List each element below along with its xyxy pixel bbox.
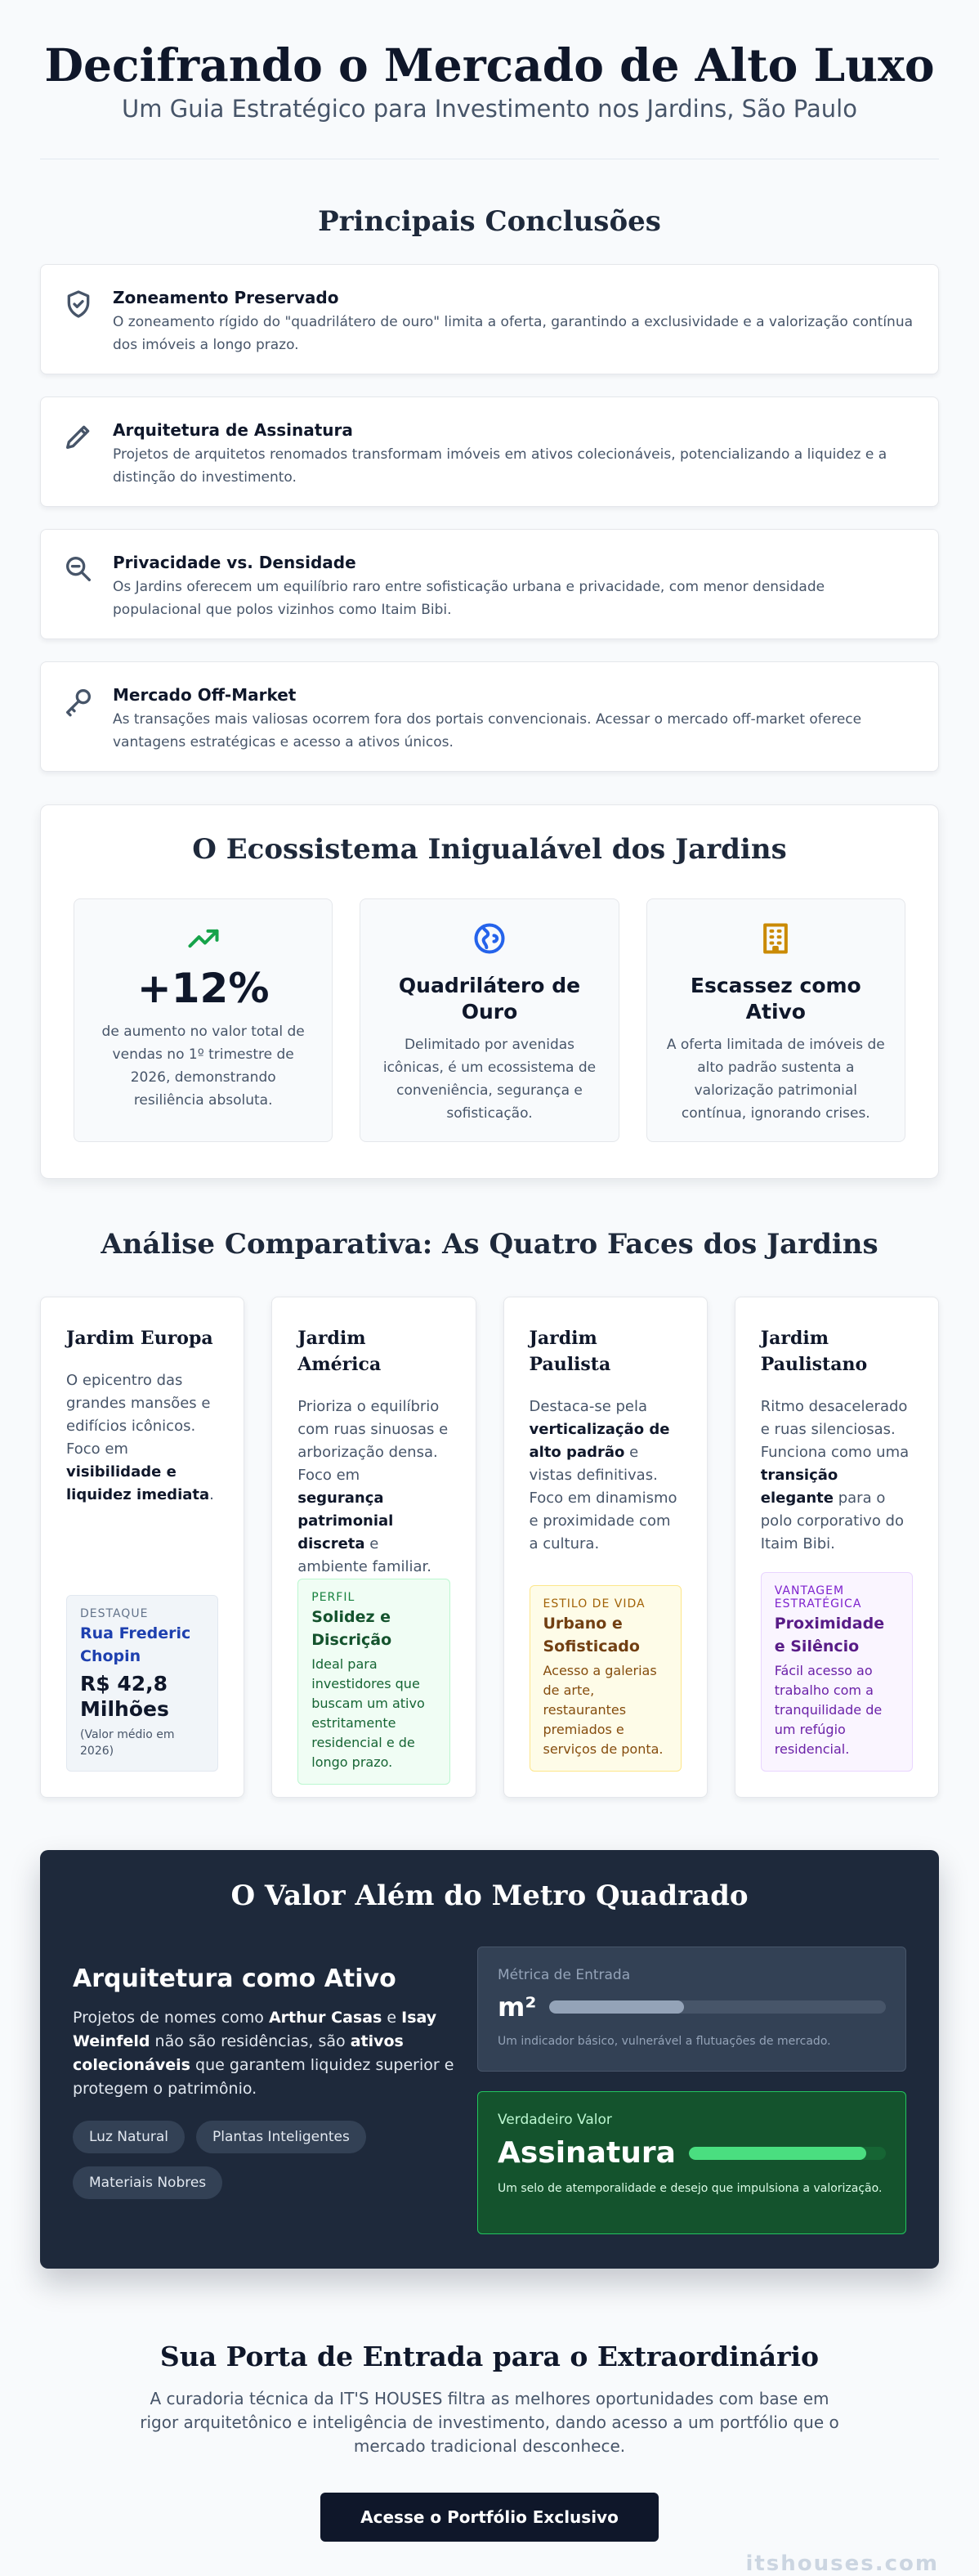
metric-value: Assinatura <box>498 2136 676 2170</box>
true-value-bar-fill <box>689 2147 866 2160</box>
tag-smart-plans: Plantas Inteligentes <box>196 2121 366 2153</box>
tag-noble-materials: Materiais Nobres <box>73 2166 222 2199</box>
entry-metric-bar <box>549 2000 886 2014</box>
entry-metric-card <box>477 1947 906 2072</box>
page-title: Decifrando o Mercado de Alto Luxo <box>44 38 935 92</box>
highlight-box <box>66 1595 218 1772</box>
neighborhood-card-paulistano <box>735 1297 939 1798</box>
profile-label: PERFIL <box>311 1591 355 1604</box>
page-subtitle: Um Guia Estratégico para Investimento nos Jardins, São Paulo <box>122 95 857 123</box>
metric-note: Um indicador básico, vulnerável a flutuações de mercado. <box>498 2035 831 2048</box>
metric-note: Um selo de atemporalidade e desejo que impulsiona a valorização. <box>498 2182 883 2195</box>
search-minus-icon <box>62 553 95 638</box>
metric-label: Verdadeiro Valor <box>498 2112 612 2128</box>
conclusion-title: Arquitetura de Assinatura <box>113 420 353 440</box>
profile-text: Ideal para investidores que buscam um ativo estritamente residencial e de longo prazo. <box>311 1656 425 1770</box>
lifestyle-label: ESTILO DE VIDA <box>543 1597 646 1611</box>
conclusion-title: Zoneamento Preservado <box>113 288 339 307</box>
lifestyle-text: Acesso a galerias de arte, restaurantes premiados e serviços de ponta. <box>543 1663 664 1757</box>
neighborhood-name: Jardim América <box>297 1328 382 1375</box>
globe-icon <box>472 921 507 956</box>
value-section <box>40 1850 939 2269</box>
architecture-text: Projetos de nomes como Arthur Casas e Isay Weinfeld não são residências, são ativos colecionáveis que garantem liquidez superior e protegem o patrimônio. <box>73 2009 454 2098</box>
profile-title: Solidez e Discrição <box>311 1608 392 1649</box>
highlight-title: Rua Frederic Chopin <box>80 1624 191 1665</box>
neighborhood-description: Destaca-se pela verticalização de alto padrão e vistas definitivas. Foco em dinamismo e proximidade com a cultura. <box>529 1398 677 1552</box>
advantage-box <box>761 1572 913 1772</box>
cta-title: Sua Porta de Entrada para o Extraordinário <box>159 2341 820 2372</box>
conclusion-text: Os Jardins oferecem um equilíbrio raro entre sofisticação urbana e privacidade, com menor densidade populacional que polos vizinhos como Itaim Bibi. <box>113 579 825 618</box>
highlight-note: (Valor médio em 2026) <box>80 1728 175 1758</box>
conclusions-list <box>0 264 979 772</box>
conclusion-card-zoning <box>40 264 939 374</box>
ecosystem-card-growth <box>74 898 333 1142</box>
conclusion-card-privacy <box>40 529 939 639</box>
ecosystem-card-title: Escassez como Ativo <box>690 974 861 1024</box>
page-header <box>0 0 979 123</box>
trending-up-icon <box>186 921 221 956</box>
ecosystem-card-title: Quadrilátero de Ouro <box>398 974 581 1024</box>
ecosystem-card-quadrilateral <box>360 898 619 1142</box>
ecosystem-card-scarcity <box>646 898 905 1142</box>
neighborhood-name: Jardim Paulistano <box>760 1328 868 1375</box>
advantage-label: VANTAGEM ESTRATÉGICA <box>774 1584 862 1611</box>
ecosystem-card-text: A oferta limitada de imóveis de alto padrão sustenta a valorização patrimonial contínua, ignorando crises. <box>666 1037 885 1122</box>
conclusion-text: O zoneamento rígido do "quadrilátero de ouro" limita a oferta, garantindo a exclusividade e a valorização contínua dos imóveis a longo prazo. <box>113 314 914 353</box>
ecosystem-section <box>40 804 939 1179</box>
conclusion-title: Privacidade vs. Densidade <box>113 553 356 572</box>
lifestyle-box <box>530 1585 682 1772</box>
shield-check-icon <box>62 288 95 374</box>
highlight-label: DESTAQUE <box>80 1607 149 1620</box>
comparison-title: Análise Comparativa: As Quatro Faces dos Jardins <box>101 1228 878 1261</box>
neighborhood-name: Jardim Paulista <box>529 1328 611 1375</box>
tag-natural-light: Luz Natural <box>73 2121 185 2153</box>
portfolio-button[interactable]: Acesse o Portfólio Exclusivo <box>320 2493 659 2542</box>
conclusion-card-off-market <box>40 661 939 772</box>
ecosystem-card-text: Delimitado por avenidas icônicas, é um ecossistema de conveniência, segurança e sofisticação. <box>382 1037 597 1122</box>
neighborhood-card-europa <box>40 1297 244 1798</box>
ecosystem-stat: +12% <box>136 965 270 1012</box>
neighborhood-card-paulista <box>503 1297 708 1798</box>
ecosystem-title: O Ecossistema Inigualável dos Jardins <box>192 833 787 866</box>
site-watermark: itshouses.com <box>745 2551 939 2576</box>
conclusions-title: Principais Conclusões <box>318 205 661 238</box>
conclusion-card-architecture <box>40 396 939 507</box>
metric-value: m² <box>498 1991 537 2023</box>
key-icon <box>62 685 95 771</box>
value-title: O Valor Além do Metro Quadrado <box>230 1879 749 1912</box>
conclusion-text: As transações mais valiosas ocorrem fora dos portais convencionais. Acessar o mercado off-market oferece vantagens estratégicas e acesso a ativos únicos. <box>113 711 862 750</box>
cta-text: A curadoria técnica da IT'S HOUSES filtra as melhores oportunidades com base em rigor arquitetônico e inteligência de investimento, dando acesso a um portfólio que o mercado tradicional desconhece. <box>140 2389 839 2456</box>
neighborhood-name: Jardim Europa <box>66 1328 213 1349</box>
neighborhood-card-america <box>271 1297 476 1798</box>
advantage-text: Fácil acesso ao trabalho com a tranquilidade de um refúgio residencial. <box>774 1663 883 1757</box>
entry-metric-bar-fill <box>549 2000 684 2014</box>
architecture-title: Arquitetura como Ativo <box>73 1964 396 1993</box>
conclusion-title: Mercado Off-Market <box>113 685 297 705</box>
true-value-card <box>477 2091 906 2234</box>
profile-box <box>297 1579 449 1785</box>
conclusion-text: Projetos de arquitetos renomados transformam imóveis em ativos colecionáveis, potencializando a liquidez e a distinção do investimento. <box>113 446 887 486</box>
neighborhood-description: Prioriza o equilíbrio com ruas sinuosas e arborização densa. Foco em segurança patrimonial discreta e ambiente familiar. <box>297 1398 449 1575</box>
highlight-value: R$ 42,8 Milhões <box>80 1672 169 1721</box>
metric-label: Métrica de Entrada <box>498 1967 631 1983</box>
neighborhood-description: O epicentro das grandes mansões e edifícios icônicos. Foco em visibilidade e liquidez imediata. <box>66 1372 214 1503</box>
building-icon <box>758 921 793 956</box>
feature-tags <box>73 2121 400 2199</box>
ecosystem-card-text: de aumento no valor total de vendas no 1º trimestre de 2026, demonstrando resiliência absoluta. <box>101 1024 305 1109</box>
lifestyle-title: Urbano e Sofisticado <box>543 1615 640 1655</box>
neighborhood-description: Ritmo desacelerado e ruas silenciosas. Funciona como uma transição elegante para o polo corporativo do Itaim Bibi. <box>760 1398 910 1552</box>
comparison-grid <box>40 1297 939 1798</box>
pencil-icon <box>62 420 95 506</box>
cta-section <box>0 2341 979 2542</box>
advantage-title: Proximidade e Silêncio <box>774 1615 885 1655</box>
true-value-bar <box>689 2147 886 2160</box>
